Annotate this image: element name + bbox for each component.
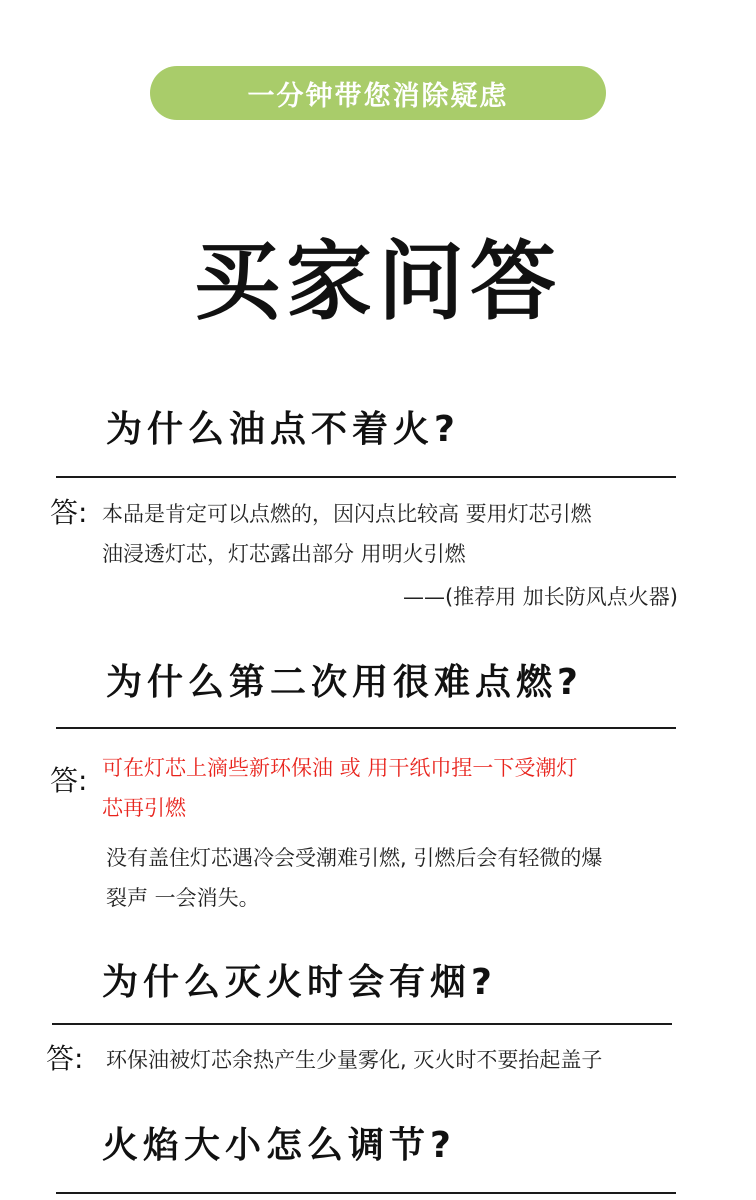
answer-label-3: 答: xyxy=(46,1042,84,1075)
divider-3 xyxy=(52,1023,672,1025)
question-2: 为什么第二次用很难点燃? xyxy=(106,662,583,703)
answer-1-note: ——(推荐用 加长防风点火器) xyxy=(402,585,678,609)
answer-label-1: 答: xyxy=(50,496,88,529)
answer-label-2: 答: xyxy=(50,764,88,797)
answer-3-line-1: 环保油被灯芯余热产生少量雾化, 灭火时不要抬起盖子 xyxy=(106,1048,603,1072)
answer-1-line-1: 本品是肯定可以点燃的，因闪点比较高 要用灯芯引燃 xyxy=(102,502,592,526)
answer-1-line-2: 油浸透灯芯，灯芯露出部分 用明火引燃 xyxy=(102,542,466,566)
question-1: 为什么油点不着火? xyxy=(106,409,460,450)
divider-4 xyxy=(56,1192,676,1194)
question-4: 火焰大小怎么调节? xyxy=(102,1125,456,1166)
divider-1 xyxy=(56,476,676,478)
question-3: 为什么灭火时会有烟? xyxy=(102,962,497,1003)
divider-2 xyxy=(56,727,676,729)
answer-2-highlight-line-2: 芯再引燃 xyxy=(102,796,186,820)
answer-2-line-1: 没有盖住灯芯遇冷会受潮难引燃, 引燃后会有轻微的爆 xyxy=(106,846,603,870)
page-title: 买家问答 xyxy=(194,232,562,332)
answer-2-line-2: 裂声 一会消失。 xyxy=(106,886,260,910)
header-banner: 一分钟带您消除疑虑 xyxy=(150,66,606,120)
answer-2-highlight-line-1: 可在灯芯上滴些新环保油 或 用干纸巾捏一下受潮灯 xyxy=(102,756,578,780)
